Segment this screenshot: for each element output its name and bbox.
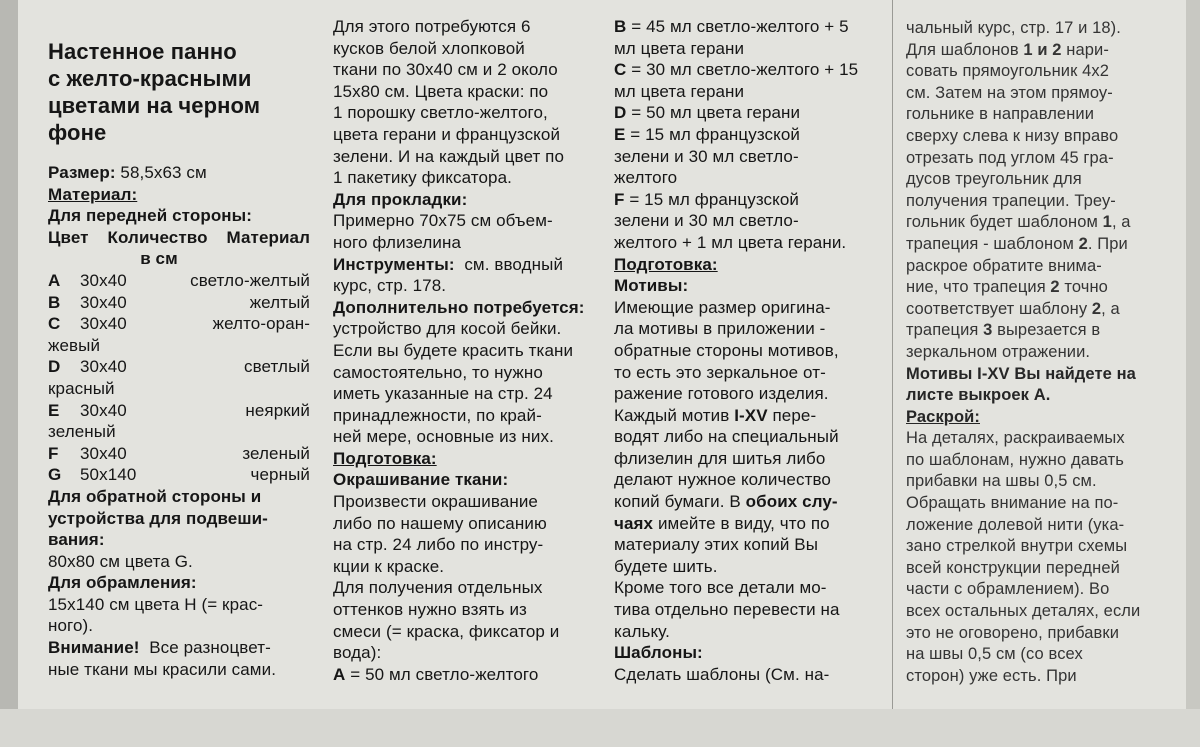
table-unit: в см (140, 249, 178, 269)
size-line: Размер: 58,5х63 см (48, 163, 207, 182)
frame-text: 15х140 см цвета H (= крас- (48, 594, 264, 614)
page-edge-shadow (0, 0, 18, 709)
each-motif-line: Каждый мотив I-XV пере- (614, 405, 817, 425)
material-heading: Материал: (48, 184, 138, 204)
table-row: A 30х40 светло-желтый (48, 270, 310, 290)
table-row-continuation: жевый (48, 335, 101, 355)
mix-a: A = 50 мл светло-желтого (333, 664, 539, 684)
tools-line: Инструменты: см. вводный (333, 254, 564, 274)
mix-b: B = 45 мл светло-желтого + 5 (614, 17, 849, 36)
mix-d: D = 50 мл цвета герани (614, 103, 801, 123)
prep-heading: Подготовка: (333, 448, 437, 468)
paragraph-fabric: Для этого потребуются 6 кусков белой хлопковой ткани по 30х40 см и 2 около 15х80 см. Цвета краски: по 1 порошку светло-желтого, цвета герани и французской зелени. И на каждый цвет по 1 пакетику фиксатора. (333, 17, 565, 188)
extra-heading: Дополнительно потребуется: (333, 297, 585, 317)
column-4: чальный курс, стр. 17 и 18). Для шаблонов 1 и 2 нари- совать прямоугольник 4х2 см. Затем на этом прямоу- гольнике в направлении сверху слева к низу вправо отрезать под углом 45 гра- дусов треугольник для получения трапеции. Треу- гольник будет шаблоном 1, а трапеция - шаблоном 2. При раскрое обратите внима- ние, что трапеция 2 точно соответствует шаблону 2, а трапеция 3 вырезается в зеркальном отражении. Мотивы I-XV Вы найдете на листе выкроек А. Раскрой: На деталях, раскраиваемых по шаблонам, нужно давать прибавки на швы 0,5 см. Обращать внимание на по- ложение долевой нити (ука- зано стрелкой внутри схемы всей конструкции передней части с обрамлением). Во всех остальных деталях, если это не оговорено, прибавки на швы 0,5 см (со всех сторон) уже есть. При (906, 18, 1172, 727)
column-2: Для этого потребуются 6 кусков белой хлопковой ткани по 30х40 см и 2 около 15х80 см. Цвета краски: по 1 порошку светло-желтого, цвета герани и французской зелени. И на каждый цвет по 1 пакетику фиксатора. Для прокладки: Примерно 70х75 см объем- ного флизелина Инструменты: см. вводный курс, стр. 178. Дополнительно потребуется: устройство для косой бейки. Если вы будете красить ткани самостоятельно, то нужно иметь указанные на стр. 24 принадлежности, по край- ней мере, основные из них. Подготовка: Окрашивание ткани: Произвести окрашивание либо по нашему описанию на стр. 24 либо по инстру- кции к краске. Для получения отдельных оттенков нужно взять из смеси (= краска, фиксатор и вода): A = 50 мл светло-желтого (333, 16, 591, 725)
table-row: D 30х40 светлый (48, 357, 310, 377)
front-heading: Для передней стороны: (48, 206, 253, 226)
table-row: G 50х140 черный (48, 465, 310, 485)
table-row: B 30х40 желтый (48, 292, 310, 312)
article-title: Настенное панно с желто-красными цветами на черном фоне (48, 39, 261, 145)
dye-heading: Окрашивание ткани: (333, 470, 509, 490)
mix-f: F = 15 мл французской (614, 189, 800, 209)
table-row: F 30х40 зеленый (48, 443, 310, 463)
materials-table (48, 270, 310, 486)
note-line: Внимание! Все разноцвет- (48, 638, 271, 658)
padding-heading: Для прокладки: (333, 189, 468, 209)
table-row-continuation: зеленый (48, 422, 116, 442)
prep-heading-2: Подготовка: (614, 254, 718, 274)
column-1: Настенное панно с желто-красными цветами на черном фоне Размер: 58,5х63 см Материал: Для передней стороны: Цвет Количество Материал в см A 30х40 светло-желтый B 30х40 желтый C 30х40 желто-оран- жевый D 30х40 светлый красный E 30х40 неяркий зеленый F 30х40 зеленый G 50х140 черный Для обратной стороны и устройства для подвеши- вания: 80х80 см цвета G. Для обрамления: 15х140 см цвета H (= крас- ного). Внимание! Все разноцвет- ные ткани мы красили сами. (48, 39, 310, 679)
column-3: B = 45 мл светло-желтого + 5 мл цвета герани C = 30 мл светло-желтого + 15 мл цвета герани D = 50 мл цвета герани E = 15 мл французской зелени и 30 мл светло- желтого F = 15 мл французской зелени и 30 мл светло- желтого + 1 мл цвета герани. Подготовка: Мотивы: Имеющие размер оригина- ла мотивы в приложении - обратные стороны мотивов, то есть это зеркальное от- ражение готового изделия. Каждый мотив I-XV пере- водят либо на специальный флизелин для шитья либо делают нужное количество копий бумаги. В обоих слу- чаях имейте в виду, что по материалу этих копий Вы будете шить. Кроме того все детали мо- тива отдельно перевести на кальку. Шаблоны: Сделать шаблоны (См. на- (614, 16, 880, 725)
templates-heading: Шаблоны: (614, 643, 703, 663)
motifs-heading: Мотивы: (614, 276, 689, 296)
motifs-sheet-note: Мотивы I-XV Вы найдете на (906, 364, 1136, 383)
frame-heading: Для обрамления: (48, 573, 197, 593)
table-header: Цвет Количество Материал (48, 227, 310, 247)
mix-c: C = 30 мл светло-желтого + 15 (614, 60, 859, 80)
back-text: 80х80 см цвета G. (48, 551, 193, 571)
table-row-continuation: красный (48, 378, 115, 398)
cut-heading: Раскрой: (906, 407, 980, 426)
back-heading: Для обратной стороны и устройства для подвеши- вания: (48, 486, 268, 550)
column-fold (892, 0, 893, 709)
mix-e: E = 15 мл французской (614, 124, 800, 144)
table-row: E 30х40 неяркий (48, 400, 310, 420)
page-edge-shadow-right (1186, 0, 1200, 709)
table-row: C 30х40 желто-оран- (48, 314, 310, 334)
